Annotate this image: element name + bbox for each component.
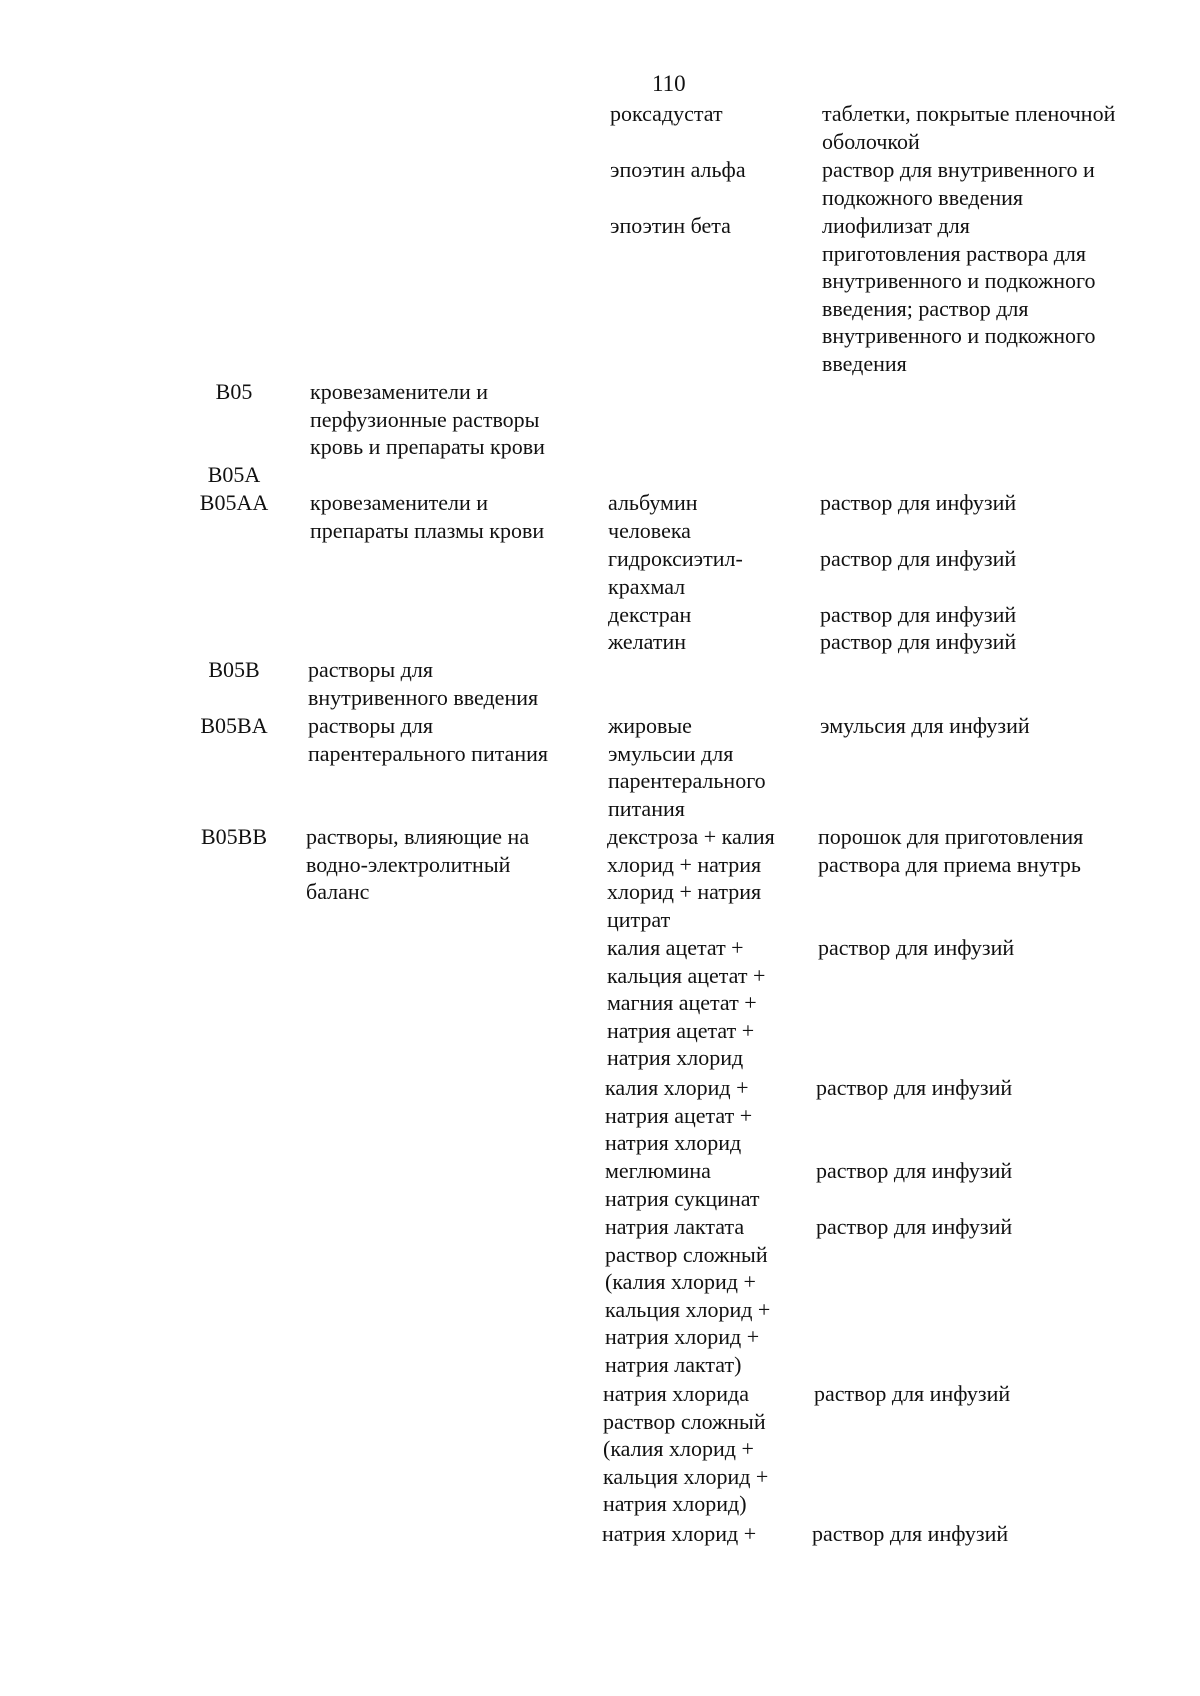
anatomical-group-line: баланс: [306, 879, 370, 904]
dosage-form-cell: [820, 601, 1150, 629]
drug-name-cell: [603, 1380, 803, 1518]
dosage-form-cell: [812, 1520, 1142, 1548]
dosage-form-cell: [818, 823, 1148, 878]
drug-name-line: натрия сукцинат: [605, 1185, 760, 1211]
drug-name-line: калия хлорид +: [605, 1075, 749, 1100]
drug-name-line: парентерального: [608, 768, 766, 793]
anatomical-group-line: препараты плазмы крови: [310, 517, 545, 543]
drug-name-line: декстран: [608, 602, 692, 627]
dosage-form-cell: [820, 628, 1150, 656]
anatomical-group-line: кровезаменители и: [310, 379, 489, 404]
drug-name-cell: [610, 156, 810, 184]
drug-name-line: гидроксиэтил-: [608, 546, 743, 571]
anatomical-group-line: перфузионные растворы: [310, 406, 540, 432]
drug-name-cell: [605, 1213, 805, 1378]
dosage-form-line: внутривенного и подкожного: [822, 323, 1096, 348]
dosage-form-cell: [820, 545, 1150, 573]
drug-name-line: человека: [608, 517, 691, 543]
dosage-form-cell: [816, 1157, 1146, 1185]
drug-name-line: эпоэтин альфа: [610, 157, 746, 182]
dosage-form-line: раствор для инфузий: [814, 1381, 1011, 1406]
drug-name-line: натрия хлорид): [603, 1491, 747, 1516]
dosage-form-line: порошок для приготовления: [818, 824, 1084, 849]
atc-code-cell: [178, 461, 290, 489]
dosage-form-line: раствор для инфузий: [820, 629, 1017, 654]
dosage-form-cell: [816, 1074, 1146, 1102]
dosage-form-line: раствор для инфузий: [816, 1214, 1013, 1239]
drug-name-line: хлорид + натрия: [607, 851, 762, 877]
drug-name-line: (калия хлорид +: [605, 1269, 756, 1294]
drug-name-cell: [608, 628, 808, 656]
dosage-form-line: оболочкой: [822, 128, 920, 154]
drug-name-cell: [602, 1520, 802, 1548]
dosage-form-line: введения: [822, 350, 907, 376]
anatomical-group-cell: [308, 656, 578, 711]
drug-name-cell: [608, 545, 808, 600]
drug-name-line: натрия лактат): [605, 1351, 742, 1377]
drug-name-line: альбумин: [608, 490, 698, 515]
anatomical-group-line: кровь и препараты крови: [310, 434, 545, 459]
drug-name-cell: [605, 1074, 805, 1157]
dosage-form-line: введения; раствор для: [822, 295, 1029, 321]
drug-name-line: калия ацетат +: [607, 935, 744, 960]
page-number: 110: [652, 71, 686, 96]
drug-name-line: жировые: [608, 713, 692, 738]
drug-name-line: раствор сложный: [603, 1408, 766, 1434]
atc-code-cell: [178, 489, 290, 517]
drug-name-line: декстроза + калия: [607, 824, 775, 849]
dosage-form-line: раствор для инфузий: [820, 546, 1017, 571]
drug-name-line: меглюмина: [605, 1158, 711, 1183]
dosage-form-cell: [820, 489, 1150, 517]
dosage-form-cell: [820, 712, 1150, 740]
atc-code-line: B05BA: [200, 713, 268, 738]
dosage-form-line: раствор для инфузий: [816, 1158, 1013, 1183]
atc-code-line: B05: [215, 379, 253, 404]
drug-name-cell: [608, 489, 808, 544]
drug-name-line: желатин: [608, 629, 687, 654]
dosage-form-line: раствора для приема внутрь: [818, 851, 1081, 877]
dosage-form-line: раствор для внутривенного и: [822, 157, 1095, 182]
drug-name-line: магния ацетат +: [607, 990, 757, 1015]
drug-name-cell: [605, 1157, 805, 1212]
drug-name-line: кальция ацетат +: [607, 962, 766, 988]
dosage-form-cell: [822, 156, 1152, 211]
drug-name-cell: [610, 100, 810, 128]
dosage-form-line: раствор для инфузий: [820, 490, 1017, 515]
anatomical-group-line: парентерального питания: [308, 740, 549, 766]
anatomical-group-cell: [306, 823, 576, 906]
anatomical-group-line: водно-электролитный: [306, 851, 511, 877]
drug-name-cell: [608, 601, 808, 629]
anatomical-group-line: растворы для: [308, 713, 433, 738]
drug-name-line: эпоэтин бета: [610, 213, 731, 238]
dosage-form-line: эмульсия для инфузий: [820, 713, 1030, 738]
dosage-form-cell: [814, 1380, 1144, 1408]
atc-code-cell: [178, 378, 290, 406]
dosage-form-line: лиофилизат для: [822, 213, 970, 238]
drug-name-line: кальция хлорид +: [603, 1463, 769, 1489]
drug-name-line: (калия хлорид +: [603, 1436, 754, 1461]
drug-name-line: цитрат: [607, 906, 671, 932]
dosage-form-line: приготовления раствора для: [822, 240, 1086, 266]
dosage-form-cell: [816, 1213, 1146, 1241]
anatomical-group-line: кровезаменители и: [310, 490, 489, 515]
anatomical-group-line: растворы для: [308, 657, 433, 682]
anatomical-group-cell: [310, 489, 580, 544]
dosage-form-line: подкожного введения: [822, 184, 1024, 210]
drug-name-line: натрия хлорид +: [605, 1324, 760, 1349]
drug-name-line: натрия хлорида: [603, 1381, 749, 1406]
drug-name-cell: [607, 934, 807, 1072]
drug-name-line: раствор сложный: [605, 1241, 768, 1267]
atc-code-cell: [178, 712, 290, 740]
dosage-form-cell: [822, 212, 1152, 377]
drug-name-line: эмульсии для: [608, 740, 734, 766]
dosage-form-line: внутривенного и подкожного: [822, 268, 1096, 293]
drug-name-line: крахмал: [608, 573, 686, 599]
atc-code-line: B05BB: [200, 824, 268, 849]
drug-name-cell: [610, 212, 810, 240]
anatomical-group-line: внутривенного введения: [308, 684, 539, 710]
drug-name-line: хлорид + натрия: [607, 879, 762, 904]
drug-name-line: питания: [608, 795, 685, 821]
drug-name-line: натрия хлорид: [607, 1045, 744, 1070]
drug-name-line: кальция хлорид +: [605, 1296, 771, 1322]
dosage-form-line: раствор для инфузий: [818, 935, 1015, 960]
dosage-form-line: раствор для инфузий: [812, 1521, 1009, 1546]
dosage-form-line: раствор для инфузий: [820, 602, 1017, 627]
anatomical-group-cell: [308, 712, 578, 767]
drug-name-cell: [607, 823, 807, 933]
dosage-form-cell: [818, 934, 1148, 962]
anatomical-group-cell: [310, 378, 580, 461]
atc-code-line: B05A: [207, 462, 261, 487]
drug-name-line: роксадустат: [610, 101, 723, 126]
dosage-form-cell: [822, 100, 1152, 155]
atc-code-cell: [178, 823, 290, 851]
atc-code-line: B05B: [208, 657, 260, 682]
dosage-form-line: таблетки, покрытые пленочной: [822, 101, 1116, 126]
drug-name-cell: [608, 712, 808, 822]
dosage-form-line: раствор для инфузий: [816, 1075, 1013, 1100]
anatomical-group-line: растворы, влияющие на: [306, 824, 530, 849]
drug-name-line: натрия хлорид: [605, 1130, 742, 1155]
drug-name-line: натрия лактата: [605, 1214, 745, 1239]
drug-name-line: натрия хлорид +: [602, 1521, 757, 1546]
atc-code-cell: [178, 656, 290, 684]
drug-name-line: натрия ацетат +: [607, 1017, 755, 1043]
drug-name-line: натрия ацетат +: [605, 1102, 753, 1128]
atc-code-line: B05AA: [199, 490, 269, 515]
